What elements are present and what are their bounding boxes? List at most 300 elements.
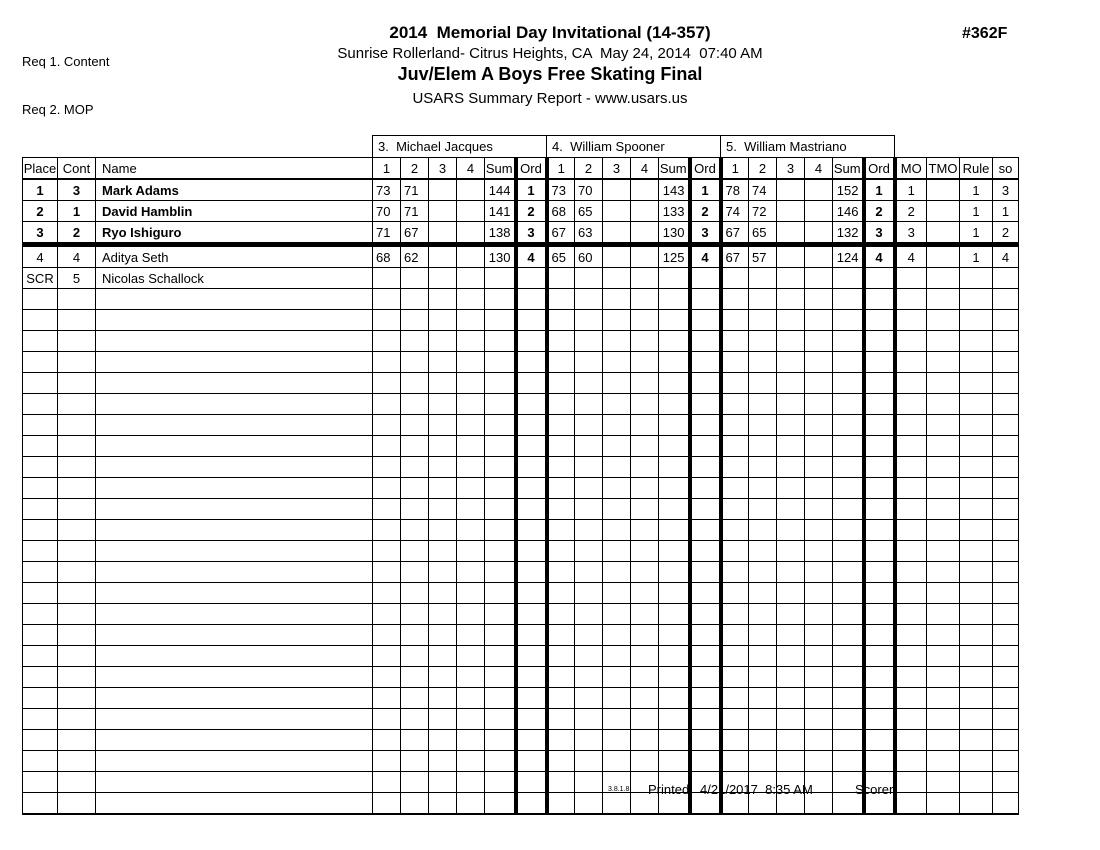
cell-score xyxy=(429,373,457,394)
cell-cont: 4 xyxy=(58,245,96,268)
cell-place xyxy=(23,331,58,352)
cell-sum xyxy=(659,457,690,478)
cell-score xyxy=(547,562,575,583)
cell-score xyxy=(429,562,457,583)
cell-score xyxy=(547,499,575,520)
cell-score xyxy=(429,245,457,268)
cell-score xyxy=(401,520,429,541)
cell-ord xyxy=(864,751,895,772)
cell-score xyxy=(457,499,485,520)
cell-sum xyxy=(833,289,864,310)
cell-score xyxy=(575,709,603,730)
cell-score xyxy=(457,179,485,201)
cell-ord xyxy=(516,499,547,520)
table-row xyxy=(23,478,1019,499)
cell-ord xyxy=(864,289,895,310)
cell-score xyxy=(429,751,457,772)
cell-score xyxy=(631,541,659,562)
cell-score xyxy=(575,562,603,583)
cell-tmo xyxy=(927,268,960,289)
cell-score xyxy=(721,751,749,772)
cell-mo xyxy=(895,730,927,751)
cell-score xyxy=(749,541,777,562)
cell-score xyxy=(575,604,603,625)
cell-cont xyxy=(58,541,96,562)
cell-cont xyxy=(58,310,96,331)
cell-score xyxy=(575,730,603,751)
cell-name xyxy=(96,394,373,415)
cell-sum xyxy=(659,415,690,436)
cell-mo xyxy=(895,268,927,289)
cell-score xyxy=(457,583,485,604)
cell-so xyxy=(993,373,1019,394)
cell-score xyxy=(805,751,833,772)
cell-tmo xyxy=(927,667,960,688)
cell-score xyxy=(547,394,575,415)
cell-name xyxy=(96,751,373,772)
cell-sum xyxy=(659,520,690,541)
cell-tmo xyxy=(927,583,960,604)
printed-timestamp: Printed: 4/21/2017 8:35 AM xyxy=(648,782,813,797)
cell-score xyxy=(631,310,659,331)
cell-place: SCR xyxy=(23,268,58,289)
cell-cont: 3 xyxy=(58,179,96,201)
cell-score xyxy=(603,751,631,772)
cell-rule xyxy=(960,520,993,541)
col-header-Cont: Cont xyxy=(58,158,96,180)
cell-score: 70 xyxy=(373,201,401,222)
cell-score xyxy=(401,394,429,415)
column-header-row xyxy=(23,158,1019,180)
cell-score xyxy=(603,457,631,478)
cell-so xyxy=(993,289,1019,310)
cell-ord xyxy=(864,457,895,478)
cell-score xyxy=(749,478,777,499)
cell-tmo xyxy=(927,541,960,562)
cell-score xyxy=(805,667,833,688)
cell-rule xyxy=(960,751,993,772)
cell-name xyxy=(96,583,373,604)
cell-so xyxy=(993,499,1019,520)
cell-tmo xyxy=(927,499,960,520)
cell-score xyxy=(749,583,777,604)
table-row xyxy=(23,179,1019,201)
cell-cont xyxy=(58,436,96,457)
cell-score: 72 xyxy=(749,201,777,222)
cell-sum xyxy=(659,499,690,520)
cell-score xyxy=(631,394,659,415)
cell-rule xyxy=(960,604,993,625)
cell-sum xyxy=(833,625,864,646)
cell-rule xyxy=(960,793,993,815)
cell-score xyxy=(575,751,603,772)
cell-rule xyxy=(960,457,993,478)
cell-sum: 138 xyxy=(485,222,516,245)
cell-name xyxy=(96,331,373,352)
cell-score xyxy=(547,436,575,457)
cell-score xyxy=(373,331,401,352)
cell-mo xyxy=(895,310,927,331)
cell-sum xyxy=(659,373,690,394)
cell-mo: 3 xyxy=(895,222,927,245)
cell-tmo xyxy=(927,478,960,499)
cell-score xyxy=(777,709,805,730)
cell-ord xyxy=(690,604,721,625)
cell-ord xyxy=(516,457,547,478)
cell-sum: 146 xyxy=(833,201,864,222)
cell-score xyxy=(401,688,429,709)
cell-so xyxy=(993,709,1019,730)
cell-ord xyxy=(690,415,721,436)
cell-score xyxy=(401,709,429,730)
cell-score xyxy=(631,436,659,457)
cell-score: 67 xyxy=(401,222,429,245)
cell-score xyxy=(721,352,749,373)
cell-score xyxy=(777,688,805,709)
cell-place: 3 xyxy=(23,222,58,245)
cell-rule xyxy=(960,373,993,394)
cell-ord xyxy=(864,520,895,541)
cell-tmo xyxy=(927,373,960,394)
cell-score xyxy=(457,772,485,793)
table-row xyxy=(23,352,1019,373)
cell-sum xyxy=(833,646,864,667)
cell-score xyxy=(547,688,575,709)
cell-ord xyxy=(864,709,895,730)
cell-ord: 3 xyxy=(864,222,895,245)
cell-score xyxy=(373,415,401,436)
cell-sum xyxy=(833,583,864,604)
table-row xyxy=(23,604,1019,625)
cell-score xyxy=(805,268,833,289)
cell-score xyxy=(777,373,805,394)
cell-score: 73 xyxy=(547,179,575,201)
cell-cont xyxy=(58,520,96,541)
cell-score xyxy=(429,520,457,541)
cell-score xyxy=(457,201,485,222)
cell-sum xyxy=(485,709,516,730)
cell-place xyxy=(23,583,58,604)
cell-score xyxy=(603,222,631,245)
cell-sum: 152 xyxy=(833,179,864,201)
cell-score xyxy=(603,394,631,415)
cell-score xyxy=(547,583,575,604)
cell-ord xyxy=(516,520,547,541)
cell-rule: 1 xyxy=(960,245,993,268)
cell-so xyxy=(993,352,1019,373)
cell-score xyxy=(721,646,749,667)
cell-place xyxy=(23,352,58,373)
cell-score xyxy=(777,457,805,478)
cell-score xyxy=(457,688,485,709)
cell-place xyxy=(23,772,58,793)
cell-sum: 141 xyxy=(485,201,516,222)
cell-score xyxy=(777,245,805,268)
cell-ord xyxy=(864,541,895,562)
col-header-4: 4 xyxy=(631,158,659,180)
cell-score xyxy=(575,352,603,373)
cell-score xyxy=(429,667,457,688)
cell-ord xyxy=(864,415,895,436)
cell-score xyxy=(631,562,659,583)
cell-score xyxy=(373,583,401,604)
cell-score xyxy=(777,310,805,331)
cell-cont xyxy=(58,394,96,415)
cell-ord xyxy=(516,730,547,751)
table-row xyxy=(23,625,1019,646)
cell-rule xyxy=(960,394,993,415)
cell-name xyxy=(96,352,373,373)
cell-ord: 4 xyxy=(864,245,895,268)
cell-ord xyxy=(516,583,547,604)
cell-rule xyxy=(960,352,993,373)
cell-so xyxy=(993,583,1019,604)
cell-ord xyxy=(690,310,721,331)
cell-tmo xyxy=(927,201,960,222)
cell-score xyxy=(777,730,805,751)
cell-score xyxy=(429,436,457,457)
cell-score xyxy=(457,520,485,541)
col-header-TMO: TMO xyxy=(927,158,960,180)
cell-mo xyxy=(895,793,927,815)
cell-score xyxy=(749,751,777,772)
cell-score xyxy=(603,352,631,373)
cell-ord xyxy=(516,331,547,352)
cell-score xyxy=(547,793,575,815)
cell-sum xyxy=(833,751,864,772)
cell-cont xyxy=(58,688,96,709)
table-row xyxy=(23,499,1019,520)
cell-ord xyxy=(690,751,721,772)
cell-score xyxy=(631,415,659,436)
cell-rule xyxy=(960,688,993,709)
cell-ord xyxy=(690,352,721,373)
cell-score xyxy=(777,268,805,289)
cell-ord xyxy=(516,541,547,562)
cell-ord xyxy=(864,394,895,415)
cell-score xyxy=(805,457,833,478)
cell-score xyxy=(721,709,749,730)
cell-score xyxy=(401,646,429,667)
cell-sum xyxy=(833,436,864,457)
table-row xyxy=(23,289,1019,310)
cell-score xyxy=(631,289,659,310)
cell-ord xyxy=(864,646,895,667)
cell-score xyxy=(603,289,631,310)
cell-score xyxy=(721,520,749,541)
cell-score xyxy=(603,541,631,562)
cell-sum: 133 xyxy=(659,201,690,222)
col-header-Sum: Sum xyxy=(659,158,690,180)
cell-score xyxy=(457,646,485,667)
cell-mo xyxy=(895,541,927,562)
cell-sum: 130 xyxy=(485,245,516,268)
cell-ord xyxy=(864,499,895,520)
cell-score xyxy=(805,730,833,751)
cell-sum xyxy=(833,373,864,394)
cell-score xyxy=(631,688,659,709)
cell-ord xyxy=(690,646,721,667)
cell-score xyxy=(547,415,575,436)
cell-score xyxy=(603,499,631,520)
cell-score xyxy=(401,436,429,457)
cell-score xyxy=(547,268,575,289)
cell-sum xyxy=(659,352,690,373)
cell-score xyxy=(547,289,575,310)
cell-rule xyxy=(960,310,993,331)
cell-score xyxy=(575,667,603,688)
cell-ord: 2 xyxy=(690,201,721,222)
cell-score: 68 xyxy=(547,201,575,222)
cell-sum xyxy=(485,499,516,520)
cell-tmo xyxy=(927,793,960,815)
cell-mo xyxy=(895,436,927,457)
cell-score xyxy=(575,688,603,709)
cell-score xyxy=(603,310,631,331)
cell-place xyxy=(23,478,58,499)
cell-sum xyxy=(659,394,690,415)
cell-score xyxy=(805,415,833,436)
cell-score xyxy=(457,436,485,457)
table-row xyxy=(23,730,1019,751)
col-header-1: 1 xyxy=(373,158,401,180)
cell-score xyxy=(373,268,401,289)
cell-so: 1 xyxy=(993,201,1019,222)
cell-mo xyxy=(895,751,927,772)
col-header-Ord: Ord xyxy=(690,158,721,180)
cell-score xyxy=(457,415,485,436)
cell-score xyxy=(749,562,777,583)
cell-name xyxy=(96,289,373,310)
cell-score xyxy=(749,646,777,667)
cell-ord xyxy=(516,688,547,709)
cell-rule xyxy=(960,268,993,289)
cell-score: 67 xyxy=(721,245,749,268)
cell-score xyxy=(631,604,659,625)
cell-score: 71 xyxy=(373,222,401,245)
cell-rule xyxy=(960,331,993,352)
cell-sum xyxy=(833,604,864,625)
cell-sum xyxy=(659,751,690,772)
cell-score xyxy=(749,688,777,709)
cell-mo xyxy=(895,625,927,646)
cell-score xyxy=(429,331,457,352)
cell-score xyxy=(603,179,631,201)
cell-so: 4 xyxy=(993,245,1019,268)
cell-mo: 1 xyxy=(895,179,927,201)
cell-place xyxy=(23,499,58,520)
cell-so xyxy=(993,310,1019,331)
cell-score xyxy=(631,201,659,222)
cell-score xyxy=(805,688,833,709)
cell-sum xyxy=(485,667,516,688)
table-row xyxy=(23,562,1019,583)
cell-sum xyxy=(659,478,690,499)
col-header-4: 4 xyxy=(805,158,833,180)
cell-score xyxy=(721,541,749,562)
cell-score xyxy=(547,772,575,793)
cell-sum xyxy=(833,541,864,562)
cell-ord xyxy=(516,625,547,646)
cell-ord xyxy=(516,436,547,457)
cell-ord xyxy=(516,604,547,625)
cell-tmo xyxy=(927,646,960,667)
cell-ord xyxy=(864,310,895,331)
cell-place xyxy=(23,646,58,667)
cell-score xyxy=(805,352,833,373)
col-header-Sum: Sum xyxy=(833,158,864,180)
cell-tmo xyxy=(927,415,960,436)
cell-so xyxy=(993,793,1019,815)
cell-score xyxy=(429,793,457,815)
cell-ord xyxy=(516,709,547,730)
cell-score xyxy=(575,394,603,415)
venue-date-line: Sunrise Rollerland- Citrus Heights, CA May 24, 2014 07:40 AM xyxy=(337,45,763,62)
cell-place xyxy=(23,373,58,394)
cell-mo xyxy=(895,478,927,499)
cell-score xyxy=(721,436,749,457)
cell-mo xyxy=(895,289,927,310)
cell-score xyxy=(547,604,575,625)
cell-score xyxy=(631,667,659,688)
cell-score xyxy=(603,604,631,625)
cell-ord xyxy=(864,562,895,583)
cell-score xyxy=(373,373,401,394)
cell-sum xyxy=(833,562,864,583)
cell-score xyxy=(603,268,631,289)
cell-score xyxy=(575,583,603,604)
cell-score xyxy=(547,520,575,541)
cell-score xyxy=(805,201,833,222)
cell-score xyxy=(749,352,777,373)
cell-ord xyxy=(690,478,721,499)
cell-score xyxy=(373,709,401,730)
cell-score xyxy=(603,331,631,352)
cell-so xyxy=(993,457,1019,478)
cell-ord xyxy=(690,730,721,751)
cell-score xyxy=(603,520,631,541)
cell-cont xyxy=(58,289,96,310)
cell-ord xyxy=(516,268,547,289)
cell-score xyxy=(401,772,429,793)
cell-ord xyxy=(516,772,547,793)
cell-score xyxy=(373,352,401,373)
cell-score xyxy=(373,793,401,815)
cell-score xyxy=(373,772,401,793)
cell-tmo xyxy=(927,625,960,646)
cell-ord xyxy=(864,352,895,373)
cell-score xyxy=(805,310,833,331)
cell-mo xyxy=(895,604,927,625)
judges-band-row xyxy=(23,136,1019,158)
cell-name xyxy=(96,688,373,709)
cell-rule xyxy=(960,289,993,310)
cell-cont xyxy=(58,373,96,394)
cell-rule xyxy=(960,499,993,520)
cell-score xyxy=(603,478,631,499)
cell-score xyxy=(457,373,485,394)
cell-score xyxy=(721,310,749,331)
cell-sum xyxy=(659,541,690,562)
cell-place: 4 xyxy=(23,245,58,268)
cell-mo xyxy=(895,457,927,478)
cell-score xyxy=(429,709,457,730)
cell-ord xyxy=(516,646,547,667)
cell-score xyxy=(401,268,429,289)
cell-score xyxy=(373,751,401,772)
cell-sum xyxy=(659,709,690,730)
cell-ord xyxy=(690,583,721,604)
